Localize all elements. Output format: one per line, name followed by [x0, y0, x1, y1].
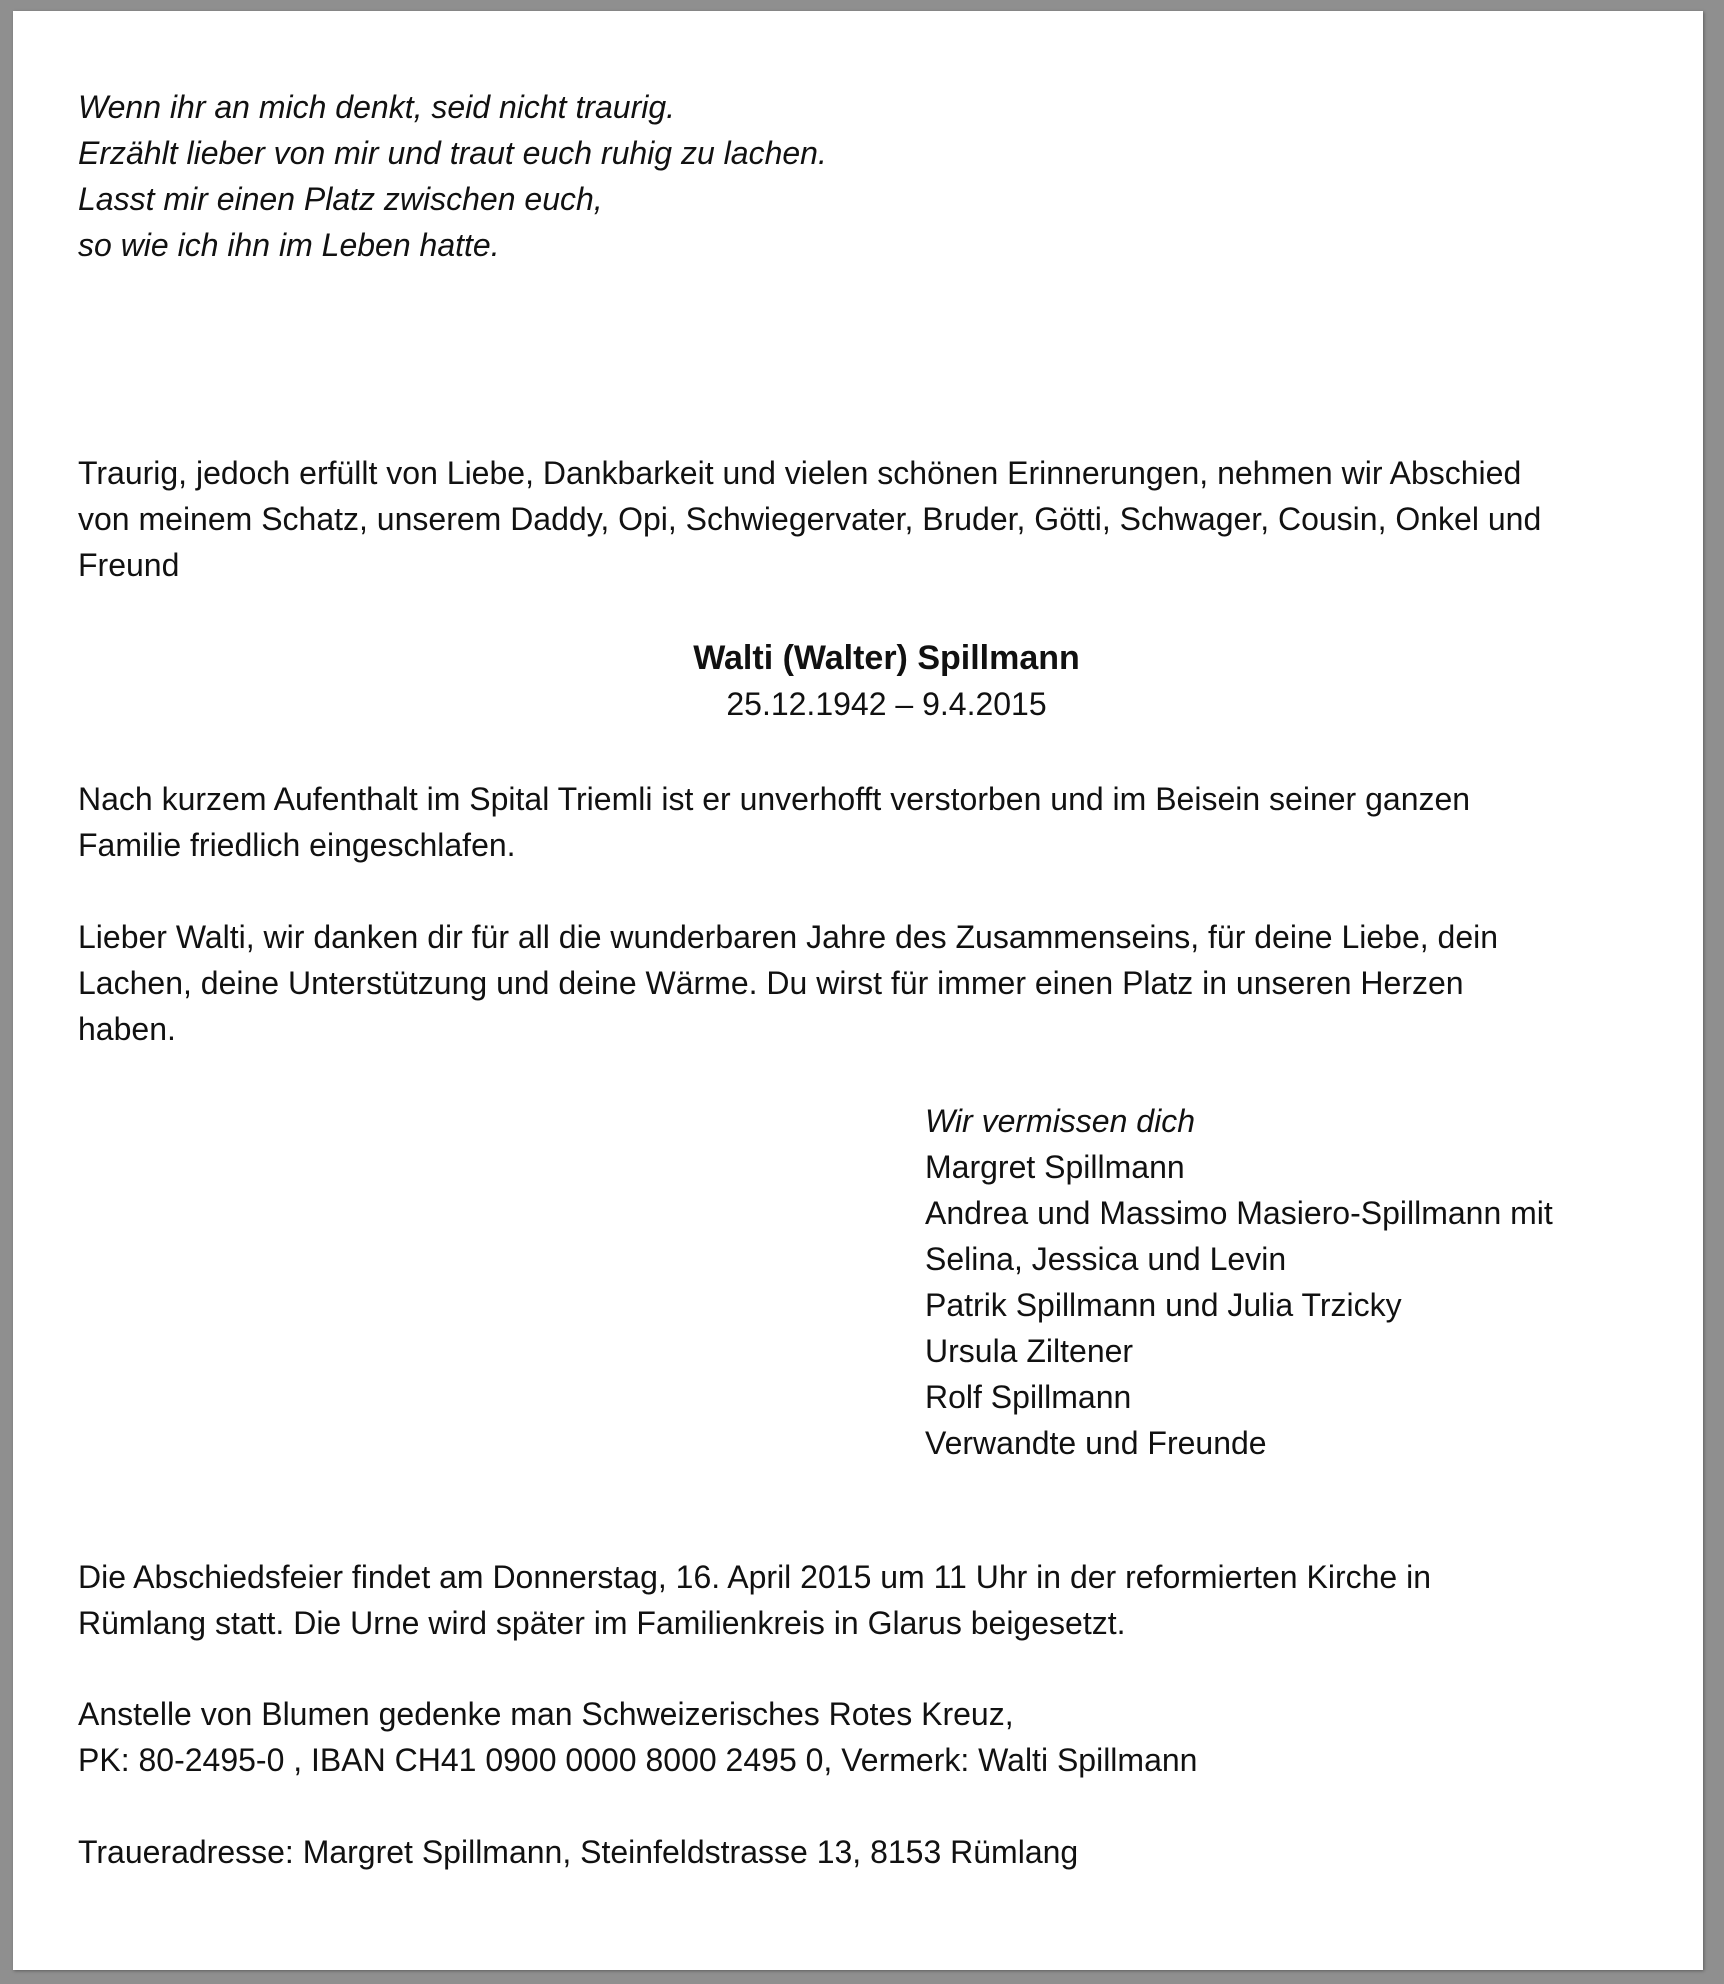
intro-line: Traurig, jedoch erfüllt von Liebe, Dankbarkeit und vielen schönen Erinnerungen, nehmen wir Abschied: [78, 455, 1522, 491]
signature-name: Andrea und Massimo Masiero-Spillmann mit: [925, 1195, 1553, 1231]
signature-name: Verwandte und Freunde: [925, 1425, 1267, 1461]
signature-heading: Wir vermissen dich: [925, 1103, 1195, 1139]
paragraph-line: Nach kurzem Aufenthalt im Spital Triemli ist er unverhofft verstorben und im Beisein seiner ganzen: [78, 781, 1471, 817]
ceremony-line: Die Abschiedsfeier findet am Donnerstag, 16. April 2015 um 11 Uhr in der reformierten Kirche in: [78, 1559, 1431, 1595]
poem: [78, 84, 1658, 268]
intro-line: von meinem Schatz, unserem Daddy, Opi, Schwiegervater, Bruder, Götti, Schwager, Cousin, Onkel und: [78, 501, 1542, 537]
paragraph-line: haben.: [78, 1011, 176, 1047]
ceremony-paragraph: [78, 1554, 1658, 1646]
poem-line: Lasst mir einen Platz zwischen euch,: [78, 181, 603, 217]
deceased-dates: 25.12.1942 – 9.4.2015: [726, 686, 1047, 722]
donation-paragraph: [78, 1691, 1658, 1783]
deceased-name: Walti (Walter) Spillmann: [693, 639, 1080, 677]
paragraph-line: Familie friedlich eingeschlafen.: [78, 827, 516, 863]
poem-line: Wenn ihr an mich denkt, seid nicht traurig.: [78, 89, 676, 125]
signature-name: Ursula Ziltener: [925, 1333, 1134, 1369]
deceased-block: [78, 635, 1695, 727]
obituary-page: [13, 11, 1703, 1970]
poem-line: Erzählt lieber von mir und traut euch ruhig zu lachen.: [78, 135, 827, 171]
ceremony-line: Rümlang statt. Die Urne wird später im Familienkreis in Glarus beigesetzt.: [78, 1605, 1126, 1641]
donation-line: Anstelle von Blumen gedenke man Schweizerisches Rotes Kreuz,: [78, 1696, 1014, 1732]
signature-name: Selina, Jessica und Levin: [925, 1241, 1287, 1277]
mourning-address: [78, 1829, 1658, 1875]
intro-line: Freund: [78, 547, 180, 583]
poem-line: so wie ich ihn im Leben hatte.: [78, 227, 500, 263]
paragraph-passing: [78, 776, 1658, 868]
signature-block: [925, 1098, 1685, 1466]
address-line: Traueradresse: Margret Spillmann, Steinfeldstrasse 13, 8153 Rümlang: [78, 1834, 1079, 1870]
paragraph-line: Lieber Walti, wir danken dir für all die wunderbaren Jahre des Zusammenseins, für deine Liebe, dein: [78, 919, 1499, 955]
signature-name: Rolf Spillmann: [925, 1379, 1132, 1415]
donation-line: PK: 80-2495-0 , IBAN CH41 0900 0000 8000 2495 0, Vermerk: Walti Spillmann: [78, 1742, 1198, 1778]
paragraph-thanks: [78, 914, 1658, 1052]
intro-paragraph: [78, 450, 1658, 588]
paragraph-line: Lachen, deine Unterstützung und deine Wärme. Du wirst für immer einen Platz in unseren Herzen: [78, 965, 1464, 1001]
signature-name: Patrik Spillmann und Julia Trzicky: [925, 1287, 1402, 1323]
signature-name: Margret Spillmann: [925, 1149, 1185, 1185]
